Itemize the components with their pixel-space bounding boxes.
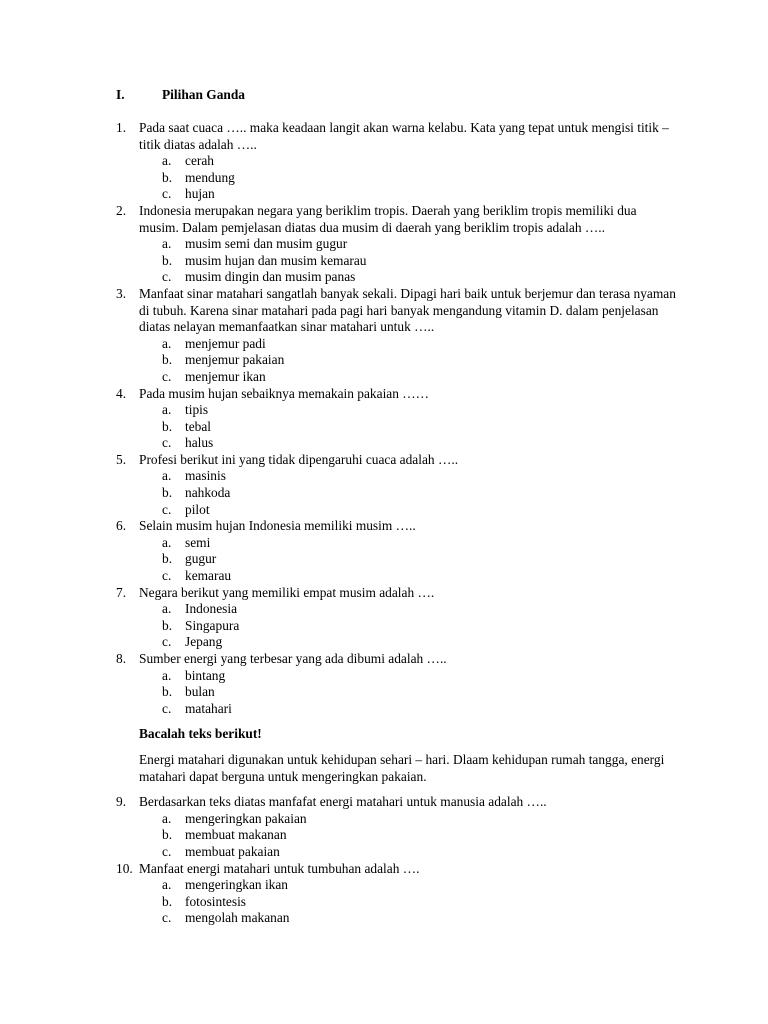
question-text: Pada saat cuaca ….. maka keadaan langit akan warna kelabu. Kata yang tepat untuk mengisi titik – titik diatas adalah …..: [139, 120, 669, 152]
option-text: musim semi dan musim gugur: [185, 236, 348, 252]
question-number: 4.: [116, 385, 127, 401]
option-text: bulan: [185, 684, 215, 700]
option-text: cerah: [185, 153, 214, 169]
answer-option: [0, 369, 768, 386]
answer-option: [0, 568, 768, 585]
answer-option: [0, 551, 768, 568]
option-letter: c.: [162, 269, 172, 285]
question-number: 9.: [116, 794, 127, 810]
question-item: [0, 120, 768, 203]
option-letter: c.: [162, 568, 172, 584]
option-text: musim hujan dan musim kemarau: [185, 252, 367, 268]
option-text: halus: [185, 435, 214, 451]
option-text: tipis: [185, 402, 209, 418]
option-letter: b.: [162, 893, 173, 909]
option-text: matahari: [185, 700, 232, 716]
answer-option: [0, 634, 768, 651]
option-letter: a.: [162, 534, 172, 550]
answer-option: [0, 827, 768, 844]
option-letter: c.: [162, 501, 172, 517]
option-letter: c.: [162, 186, 172, 202]
answer-options: [0, 336, 768, 386]
question-item: [0, 794, 768, 860]
answer-option: [0, 502, 768, 519]
question-text: Manfaat energi matahari untuk tumbuhan adalah ….: [139, 860, 420, 876]
option-letter: b.: [162, 684, 173, 700]
option-letter: a.: [162, 667, 172, 683]
question-number: 1.: [116, 120, 127, 135]
question-item: [0, 585, 768, 651]
section-number: I.: [116, 87, 125, 102]
answer-option: [0, 701, 768, 718]
question-number: 5.: [116, 451, 127, 467]
question-text: Selain musim hujan Indonesia memiliki musim …..: [139, 518, 416, 534]
question-number: 6.: [116, 518, 127, 534]
option-letter: b.: [162, 352, 173, 368]
option-letter: c.: [162, 435, 172, 451]
option-text: tebal: [185, 418, 212, 434]
answer-options: [0, 402, 768, 452]
answer-option: [0, 336, 768, 353]
question-text: Sumber energi yang terbesar yang ada dibumi adalah …..: [139, 651, 447, 666]
answer-option: [0, 618, 768, 635]
option-letter: b.: [162, 485, 173, 501]
option-letter: a.: [162, 335, 172, 351]
option-text: bintang: [185, 667, 226, 683]
option-text: gugur: [185, 551, 217, 567]
section-title: Pilihan Ganda: [162, 87, 245, 102]
option-letter: a.: [162, 601, 172, 617]
option-text: pilot: [185, 501, 210, 517]
section-heading: [116, 87, 245, 104]
question-number: 8.: [116, 651, 127, 666]
option-text: mengeringkan ikan: [185, 877, 288, 893]
option-letter: c.: [162, 368, 172, 384]
answer-option: [0, 170, 768, 187]
answer-option: [0, 269, 768, 286]
option-letter: c.: [162, 700, 172, 716]
answer-option: [0, 894, 768, 911]
option-letter: b.: [162, 252, 173, 268]
option-text: Indonesia: [185, 601, 238, 617]
option-letter: c.: [162, 843, 172, 859]
answer-options: [0, 535, 768, 585]
option-text: mengolah makanan: [185, 910, 290, 926]
answer-option: [0, 485, 768, 502]
answer-option: [0, 435, 768, 452]
question-text: Profesi berikut ini yang tidak dipengaruhi cuaca adalah …..: [139, 451, 459, 467]
option-text: musim dingin dan musim panas: [185, 269, 356, 285]
option-text: nahkoda: [185, 485, 231, 501]
option-letter: a.: [162, 402, 172, 418]
answer-option: [0, 186, 768, 203]
answer-options: [0, 153, 768, 203]
option-text: kemarau: [185, 568, 232, 584]
question-text: Manfaat sinar matahari sangatlah banyak sekali. Dipagi hari baik untuk berjemur dan terasa nyaman di tubuh. Karena sinar matahari pada pagi hari banyak mengandung vitamin D. dalam penjelasan diatas nelayan memanfaatkan sinar matahari untuk …..: [139, 285, 676, 335]
answer-options: [0, 668, 768, 718]
answer-option: [0, 236, 768, 253]
answer-option: [0, 419, 768, 436]
answer-option: [0, 601, 768, 618]
answer-options: [0, 468, 768, 518]
answer-options: [0, 877, 768, 927]
reading-passage: [139, 726, 679, 785]
answer-option: [0, 402, 768, 419]
question-text: Negara berikut yang memiliki empat musim adalah ….: [139, 584, 435, 600]
option-letter: b.: [162, 551, 173, 567]
option-text: menjemur pakaian: [185, 352, 285, 368]
option-letter: a.: [162, 877, 172, 893]
option-letter: a.: [162, 153, 172, 169]
option-letter: c.: [162, 634, 172, 650]
option-letter: a.: [162, 468, 172, 484]
option-letter: b.: [162, 827, 173, 843]
question-text: Indonesia merupakan negara yang beriklim tropis. Daerah yang beriklim tropis memiliki dua musim. Dalam pemjelasan diatas dua musim di daerah yang beriklim tropis adalah …..: [139, 202, 637, 235]
question-item: [0, 286, 768, 386]
question-number: 2.: [116, 202, 127, 218]
reading-body: Energi matahari digunakan untuk kehidupan sehari – hari. Dlaam kehidupan rumah tangga, energi matahari dapat berguna untuk mengeringkan pakaian.: [139, 751, 665, 784]
answer-options: [0, 236, 768, 286]
question-number: 3.: [116, 285, 127, 301]
question-group-1: [0, 120, 768, 717]
answer-option: [0, 684, 768, 701]
answer-options: [0, 811, 768, 861]
question-item: [0, 203, 768, 286]
option-text: masinis: [185, 468, 226, 484]
option-letter: b.: [162, 169, 173, 185]
option-text: membuat pakaian: [185, 843, 280, 859]
question-item: [0, 518, 768, 584]
answer-options: [0, 601, 768, 651]
option-text: membuat makanan: [185, 827, 287, 843]
answer-option: [0, 352, 768, 369]
option-letter: b.: [162, 418, 173, 434]
option-text: menjemur padi: [185, 335, 266, 351]
question-text: Berdasarkan teks diatas manfafat energi matahari untuk manusia adalah …..: [139, 794, 547, 810]
option-letter: b.: [162, 617, 173, 633]
option-text: fotosintesis: [185, 893, 247, 909]
question-number: 10.: [116, 860, 133, 876]
answer-option: [0, 468, 768, 485]
option-text: Singapura: [185, 617, 240, 633]
question-item: [0, 452, 768, 518]
question-group-2: [0, 794, 768, 927]
answer-option: [0, 910, 768, 927]
answer-option: [0, 253, 768, 270]
answer-option: [0, 668, 768, 685]
option-letter: a.: [162, 236, 172, 252]
reading-title: Bacalah teks berikut!: [139, 726, 262, 742]
question-number: 7.: [116, 584, 127, 600]
question-item: [0, 386, 768, 452]
option-text: hujan: [185, 186, 215, 202]
answer-option: [0, 535, 768, 552]
option-letter: c.: [162, 910, 172, 926]
answer-option: [0, 811, 768, 828]
answer-option: [0, 153, 768, 170]
question-item: [0, 651, 768, 717]
option-text: mendung: [185, 169, 235, 185]
question-item: [0, 861, 768, 927]
question-text: Pada musim hujan sebaiknya memakain pakaian ……: [139, 385, 430, 401]
option-text: mengeringkan pakaian: [185, 810, 307, 826]
option-letter: a.: [162, 810, 172, 826]
option-text: Jepang: [185, 634, 223, 650]
option-text: menjemur ikan: [185, 368, 266, 384]
question-list: [0, 120, 768, 927]
answer-option: [0, 877, 768, 894]
option-text: semi: [185, 534, 211, 550]
answer-option: [0, 844, 768, 861]
